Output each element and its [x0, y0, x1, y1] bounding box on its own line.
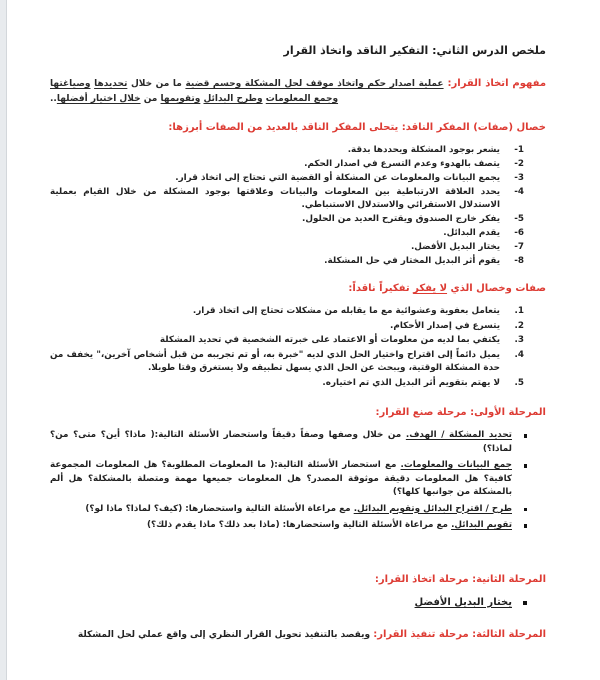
definition-label: مفهوم اتخاذ القرار: — [443, 78, 547, 89]
stage-one-heading: المرحلة الأولى: مرحلة صنع القرار: — [375, 407, 546, 418]
list-item: يفكر خارج الصندوق ويقترح العديد من الحلول. — [302, 214, 500, 224]
list-item: يشعر بوجود المشكلة ويحددها بدقة. — [347, 145, 500, 155]
list-item: يختار البديل الأفضل. — [410, 242, 500, 252]
list-item: يميل دائماً إلى اقتراح واختيار الحل الذي لديه "خبرة به، أو تم تجريبه من قبل أشخاص آخرين،" يخفف من حدة المشكلة الوقتية، ويبحث عن الحل الذي يسهل تطبيقه ولا يستغرق وقتا طويلا. — [50, 349, 500, 373]
stage-two-bullet-list — [50, 596, 530, 610]
critical-thinker-traits-list — [50, 144, 524, 268]
non-critical-traits-list — [50, 305, 524, 390]
stage-two-heading: المرحلة الثانية: مرحلة اتخاذ القرار: — [374, 573, 546, 585]
list-item: يحدد العلاقة الارتباطية بين المعلومات والبيانات وعلاقتها بوجود المشكلة من خلال القيام بعملية الاستدلال الاستقرائي والاستدلال الاستنباطي. — [50, 187, 500, 210]
bullet-item: تقويم البدائل. مع مراعاة الأسئلة التالية واستحضارها: (ماذا بعد ذلك؟ ماذا يقدم ذلك؟) — [50, 519, 530, 533]
list-item: يكتفي بما لديه من معلومات أو الاعتماد على خبرته الشخصية في تحديد المشكلة — [159, 335, 500, 345]
bullet-item: تحديد المشكلة / الهدف. من خلال وصفها وصفاً دقيقاً واستحضار الأسئلة التالية:( ماذا؟ أين؟ متى؟ من؟ لماذا؟) — [50, 429, 530, 456]
stage-three-heading: المرحلة الثالثة: مرحلة تنفيذ القرار: — [373, 628, 546, 640]
list-item: لا يهتم بتقويم أثر البديل الذي تم اختياره. — [322, 377, 500, 388]
list-item: يتعامل بعفوية وعشوائية مع ما يقابله من مشكلات تحتاج إلى اتخاذ قرار. — [192, 306, 500, 316]
bullet-item: جمع البيانات والمعلومات. مع استحضار الأسئلة التالية:( ما المعلومات المطلوبة؟ هل المعلومات المجموعة كافية؟ هل المعلومات دقيقة موثوقة المصدر؟ هل المعلومات جميعها مهمة ومتصلة بالمشكلة؟ هل ألم بالمشكلة من جوانبها كلها؟) — [50, 459, 530, 500]
list-item: يتسرع في إصدار الأحكام. — [390, 320, 500, 331]
list-item: يقدم البدائل. — [443, 228, 500, 238]
bullet-item: يختار البديل الأفضل — [50, 596, 530, 610]
stage-three-line: المرحلة الثالثة: مرحلة تنفيذ القرار: ويقصد بالتنفيذ تحويل القرار النظري إلى واقع عملي لحل المشكلة — [77, 628, 546, 640]
bullet-item: طرح / اقتراح البدائل وتقويم البدائل. مع مراعاة الأسئلة التالية واستحضارها: (كيف؟ لماذا؟ ماذا لو؟) — [50, 503, 530, 517]
list-item: يقوم أثر البديل المختار في حل المشكلة. — [324, 256, 500, 266]
traits-heading: خصال (صفات) المفكر الناقد: يتحلى المفكر الناقد بالعديد من الصفات أبرزها: — [168, 122, 546, 133]
page-title: ملخص الدرس الثاني: التفكير الناقد واتخاذ القرار — [283, 44, 546, 57]
non-critical-heading: صفات وخصال الذي لا يفكر تفكيراً ناقداً: — [348, 283, 546, 294]
non-critical-heading-underlined: لا يفكر — [413, 283, 448, 294]
list-item: يتصف بالهدوء وعدم التسرع في اصدار الحكم. — [304, 159, 500, 169]
stage-one-bullet-list — [50, 429, 530, 533]
decision-definition-paragraph: مفهوم اتخاذ القرار: عملية اصدار حكم واتخاذ موقف لحل المشكلة وحسم قضية ما من خلال تحديدها وصياغتها وجمع المعلومات وطرح البدائل وتقويمها من خلال اختيار أفضلها.. — [50, 78, 547, 104]
list-item: يجمع البيانات والمعلومات عن المشكلة أو القضية التي تحتاج إلى اتخاذ قرار. — [175, 173, 500, 183]
page-edge — [0, 0, 7, 680]
